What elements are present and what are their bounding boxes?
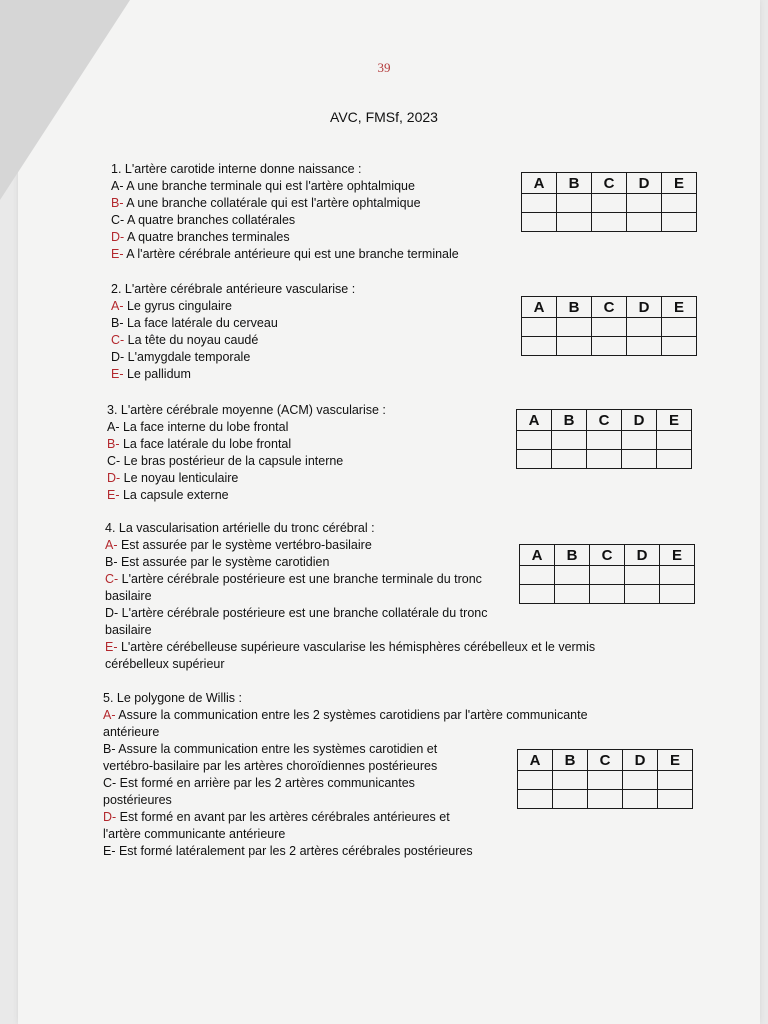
answer-cell[interactable] [658, 771, 693, 790]
grid-header-c: C [592, 297, 627, 318]
option-letter: B- [107, 437, 120, 451]
option-letter: B- [105, 555, 118, 569]
grid-header-a: A [518, 750, 553, 771]
answer-cell[interactable] [657, 431, 692, 450]
answer-cell[interactable] [557, 337, 592, 356]
option-text: L'artère cérébrale postérieure est une branche collatérale du tronc basilaire [105, 606, 488, 637]
grid-header-d: D [622, 410, 657, 431]
question-4 [105, 520, 596, 673]
option-letter: E- [107, 488, 120, 502]
option-e [105, 639, 640, 673]
answer-cell[interactable] [557, 213, 592, 232]
option-c [105, 571, 490, 605]
answer-cell[interactable] [625, 585, 660, 604]
question-stem: 2. L'artère cérébrale antérieure vascularise : [111, 282, 356, 296]
option-text: Assure la communication entre les systèmes carotidien et vertébro-basilaire par les artères choroïdiennes postérieures [103, 742, 438, 773]
option-letter: B- [103, 742, 116, 756]
option-b [107, 436, 507, 453]
option-text: La capsule externe [119, 488, 229, 502]
option-a [105, 537, 490, 554]
option-letter: A- [103, 708, 116, 722]
option-letter: C- [103, 776, 117, 790]
option-letter: D- [111, 350, 125, 364]
grid-header-b: B [552, 410, 587, 431]
option-d [103, 809, 481, 843]
option-letter: C- [107, 454, 121, 468]
question-1 [111, 161, 511, 263]
option-d [111, 229, 511, 246]
grid-header-a: A [520, 545, 555, 566]
option-letter: A- [107, 420, 120, 434]
option-text: Est formé en avant par les artères cérébrales antérieures et l'artère communicante antérieure [103, 810, 450, 841]
answer-cell[interactable] [557, 194, 592, 213]
option-letter: D- [107, 471, 121, 485]
grid-header-c: C [588, 750, 623, 771]
option-text: La tête du noyau caudé [124, 333, 259, 347]
answer-cell[interactable] [662, 213, 697, 232]
question-3 [107, 402, 507, 504]
answer-cell[interactable] [625, 566, 660, 585]
question-5 [103, 690, 588, 860]
answer-cell[interactable] [623, 790, 658, 809]
grid-header-e: E [662, 173, 697, 194]
option-letter: E- [105, 640, 118, 654]
answer-grid-4 [519, 544, 695, 604]
option-text: Le pallidum [123, 367, 191, 381]
option-letter: C- [105, 572, 119, 586]
option-d [107, 470, 507, 487]
page-title: AVC, FMSf, 2023 [330, 109, 438, 125]
answer-cell[interactable] [590, 585, 625, 604]
answer-cell[interactable] [662, 337, 697, 356]
answer-cell[interactable] [590, 566, 625, 585]
option-text: A une branche collatérale qui est l'artère ophtalmique [123, 196, 421, 210]
answer-cell[interactable] [518, 790, 553, 809]
answer-cell[interactable] [517, 450, 552, 469]
option-text: Est assurée par le système carotidien [117, 555, 330, 569]
option-text: L'artère cérébelleuse supérieure vascularise les hémisphères cérébelleux et le vermis cérébelleux supérieur [105, 640, 596, 671]
answer-cell[interactable] [588, 771, 623, 790]
option-b [111, 195, 511, 212]
answer-cell[interactable] [627, 194, 662, 213]
option-a [107, 419, 507, 436]
answer-cell[interactable] [592, 318, 627, 337]
answer-cell[interactable] [623, 771, 658, 790]
answer-cell[interactable] [662, 194, 697, 213]
answer-cell[interactable] [522, 318, 557, 337]
grid-header-d: D [627, 297, 662, 318]
grid-header-e: E [658, 750, 693, 771]
answer-cell[interactable] [622, 450, 657, 469]
answer-cell[interactable] [518, 771, 553, 790]
answer-cell[interactable] [627, 337, 662, 356]
question-stem: 4. La vascularisation artérielle du tronc cérébral : [105, 521, 375, 535]
option-d [105, 605, 490, 639]
grid-header-d: D [627, 173, 662, 194]
grid-header-a: A [522, 297, 557, 318]
option-letter: E- [111, 247, 124, 261]
option-text: A l'artère cérébrale antérieure qui est une branche terminale [123, 247, 459, 261]
grid-header-e: E [657, 410, 692, 431]
option-text: Le bras postérieur de la capsule interne [120, 454, 344, 468]
option-c [111, 212, 511, 229]
answer-cell[interactable] [555, 566, 590, 585]
answer-cell[interactable] [660, 566, 695, 585]
option-text: A quatre branches terminales [124, 230, 290, 244]
answer-cell[interactable] [557, 318, 592, 337]
answer-cell[interactable] [553, 790, 588, 809]
option-letter: D- [103, 810, 117, 824]
option-text: Le noyau lenticulaire [120, 471, 239, 485]
answer-grid-2 [521, 296, 697, 356]
question-stem: 1. L'artère carotide interne donne naissance : [111, 162, 362, 176]
grid-header-e: E [660, 545, 695, 566]
option-e [107, 487, 507, 504]
answer-cell[interactable] [627, 213, 662, 232]
grid-header-c: C [590, 545, 625, 566]
answer-cell[interactable] [622, 431, 657, 450]
option-e [103, 843, 481, 860]
grid-header-d: D [625, 545, 660, 566]
answer-cell[interactable] [520, 585, 555, 604]
answer-cell[interactable] [552, 450, 587, 469]
answer-cell[interactable] [587, 450, 622, 469]
option-text: A une branche terminale qui est l'artère ophtalmique [123, 179, 415, 193]
option-letter: C- [111, 213, 125, 227]
answer-cell[interactable] [587, 431, 622, 450]
option-text: La face latérale du lobe frontal [119, 437, 292, 451]
option-b [111, 315, 511, 332]
option-letter: A- [111, 179, 124, 193]
answer-cell[interactable] [662, 318, 697, 337]
grid-header-a: A [522, 173, 557, 194]
option-text: Est formé latéralement par les 2 artères cérébrales postérieures [115, 844, 473, 858]
option-text: La face latérale du cerveau [123, 316, 278, 330]
option-letter: A- [111, 299, 124, 313]
grid-header-b: B [555, 545, 590, 566]
option-a [111, 298, 511, 315]
question-stem: 5. Le polygone de Willis : [103, 691, 242, 705]
option-e [111, 366, 511, 383]
option-text: Le gyrus cingulaire [123, 299, 232, 313]
option-letter: E- [103, 844, 116, 858]
grid-header-b: B [557, 173, 592, 194]
answer-cell[interactable] [555, 585, 590, 604]
option-c [103, 775, 481, 809]
grid-header-b: B [557, 297, 592, 318]
grid-header-a: A [517, 410, 552, 431]
option-b [105, 554, 490, 571]
answer-grid-1 [521, 172, 697, 232]
option-letter: E- [111, 367, 124, 381]
option-letter: A- [105, 538, 118, 552]
question-stem: 3. L'artère cérébrale moyenne (ACM) vascularise : [107, 403, 386, 417]
answer-cell[interactable] [520, 566, 555, 585]
answer-grid-5 [517, 749, 693, 809]
option-letter: C- [111, 333, 125, 347]
answer-cell[interactable] [592, 194, 627, 213]
option-text: L'artère cérébrale postérieure est une branche terminale du tronc basilaire [105, 572, 482, 603]
grid-header-b: B [553, 750, 588, 771]
option-a [103, 707, 633, 741]
option-text: A quatre branches collatérales [124, 213, 296, 227]
page-number: 39 [377, 60, 391, 75]
answer-cell[interactable] [522, 194, 557, 213]
answer-cell[interactable] [588, 790, 623, 809]
option-letter: B- [111, 316, 124, 330]
answer-cell[interactable] [592, 337, 627, 356]
option-a [111, 178, 511, 195]
answer-cell[interactable] [517, 431, 552, 450]
option-c [111, 332, 511, 349]
grid-header-e: E [662, 297, 697, 318]
question-2 [111, 281, 511, 383]
answer-cell[interactable] [657, 450, 692, 469]
grid-header-d: D [623, 750, 658, 771]
option-b [103, 741, 481, 775]
option-d [111, 349, 511, 366]
option-text: L'amygdale temporale [124, 350, 251, 364]
answer-cell[interactable] [552, 431, 587, 450]
option-e [111, 246, 511, 263]
option-letter: D- [111, 230, 125, 244]
option-c [107, 453, 507, 470]
option-text: Assure la communication entre les 2 systèmes carotidiens par l'artère communicante antérieure [103, 708, 588, 739]
option-letter: D- [105, 606, 119, 620]
answer-cell[interactable] [660, 585, 695, 604]
option-text: Est assurée par le système vertébro-basilaire [117, 538, 372, 552]
answer-cell[interactable] [553, 771, 588, 790]
answer-cell[interactable] [522, 213, 557, 232]
grid-header-c: C [587, 410, 622, 431]
option-text: Est formé en arrière par les 2 artères communicantes postérieures [103, 776, 415, 807]
grid-header-c: C [592, 173, 627, 194]
option-text: La face interne du lobe frontal [119, 420, 289, 434]
answer-cell[interactable] [592, 213, 627, 232]
answer-grid-3 [516, 409, 692, 469]
option-letter: B- [111, 196, 124, 210]
answer-cell[interactable] [627, 318, 662, 337]
answer-cell[interactable] [658, 790, 693, 809]
answer-cell[interactable] [522, 337, 557, 356]
